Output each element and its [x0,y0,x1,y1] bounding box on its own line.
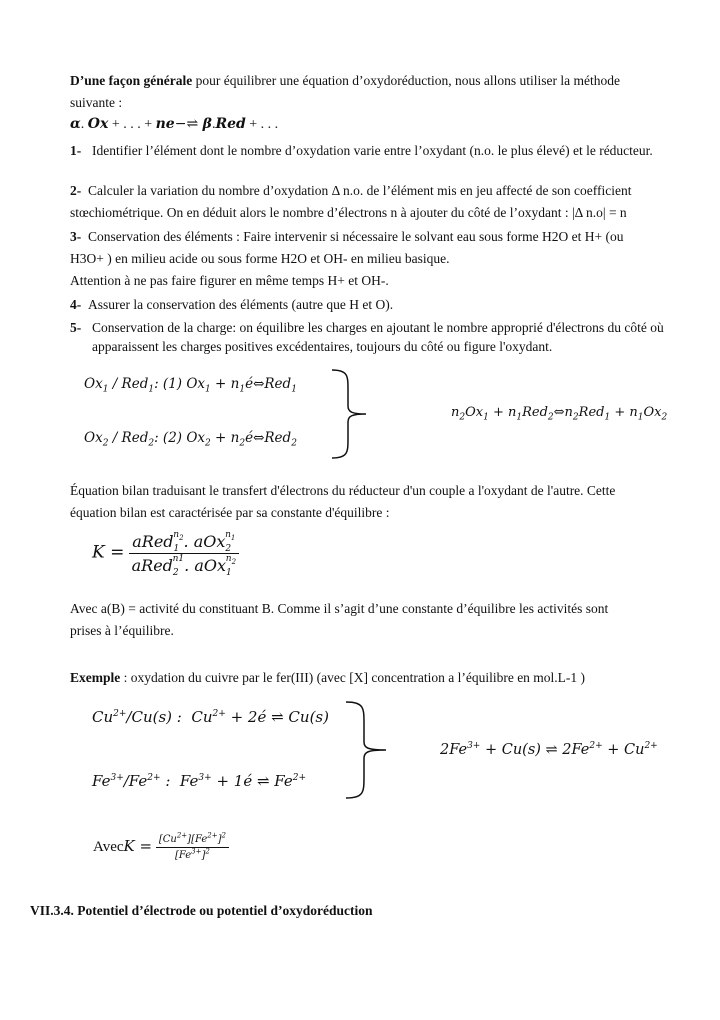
intro-paragraph [70,70,690,114]
step-3-text-cont: H3O+ ) en milieu acide ou sous forme H2O et OH- en milieu basique. [70,251,450,266]
curly-brace-2 [344,700,390,800]
curly-brace-1 [330,368,370,460]
step-5-number: 5- [70,320,82,335]
intro-bold-lead: D’une façon générale [70,73,193,88]
example-half-equation-1: $Cu^{2+}/Cu(s)$ : $Cu^{2+}$ + 2é ⇌ Cu(s) [92,708,329,726]
intro-text-2: suivante : [70,95,123,110]
step-4 [70,294,700,316]
example-line: Exemple : oxydation du cuivre par le fer(III) (avec [X] concentration a l’équilibre en mol.L-1 ) [70,670,586,685]
global-equation-1: $n_2Ox_1$ + $n_1Red_2\Leftrightarrow n_2Red_1 + n_1Ox_2$ [451,405,668,423]
step-3-number: 3- [70,229,82,244]
step-2-text-cont: stœchiométrique. On en déduit alors le nombre d’électrons n à ajouter du côté de l’oxydant : |Δ n.o| = n [70,205,627,220]
half-equation-1: $Ox_1 / Red_1$: (1) $Ox_1$ + $n_1é\Leftrightarrow Red_1$ [84,376,297,395]
example-half-equation-2: $Fe^{3+}/Fe^{2+}$ : $Fe^{3+}$ + 1é ⇌ $Fe^{2+}$ [92,772,307,790]
step-5 [70,318,692,356]
intro-text-1: pour équilibrer une équation d’oxydoréduction, nous allons utiliser la méthode [192,73,621,88]
step-1-text: Identifier l’élément dont le nombre d’oxydation varie entre l’oxydant (n.o. le plus élevé) et le réducteur. [92,143,653,158]
step-2 [70,180,700,224]
activity-note: Avec a(B) = activité du constituant B. Comme il s’agit d’une constante d’équilibre les activités sont prises à l’équilibre. [70,601,609,638]
step-3-attention: Attention à ne pas faire figurer en même temps H+ et OH-. [70,273,389,288]
step-4-number: 4- [70,297,82,312]
bilan-paragraph: Équation bilan traduisant le transfert d'électrons du réducteur d'un couple a l'oxydant de l'autre. Cette équation bilan est caractérisée par sa constante d'équilibre : [70,483,616,520]
general-equation: α. Ox + . . . + ne−⇌ β.Red + . . . [70,116,279,132]
step-4-text: Assurer la conservation des éléments (autre que H et O). [88,297,394,312]
step-1-number: 1- [70,143,82,158]
equilibrium-constant-formula: K = $\frac{aRed_1^{n_2}. aOx_2^{n_1}}{aRed_2^{n1}. aOx_1^{n_2}}$ [92,532,239,575]
example-K-formula: AvecK = $\frac{[Cu^{2+}][Fe^{2+}]^2}{[Fe^{3+}]^2}$ [93,834,229,861]
step-2-number: 2- [70,183,82,198]
example-global-equation: $2Fe^{3+} + Cu(s)$ ⇌ $2Fe^{2+} + Cu^{2+}$ [440,741,658,758]
half-equation-2: $Ox_2 / Red_2$: (2) $Ox_2$ + $n_2é\Leftrightarrow Red_2$ [84,430,297,449]
step-2-text: Calculer la variation du nombre d’oxydation Δ n.o. de l’élément mis en jeu affecté de son coefficient [88,183,632,198]
step-3-text: Conservation des éléments : Faire intervenir si nécessaire le solvant eau sous forme H2O et H+ (ou [88,229,624,244]
step-5-text: Conservation de la charge: on équilibre les charges en ajoutant le nombre approprié d'électrons du côté où apparaissent les charges positives excédentaires, toujours du côté ou figure l'oxydant. [92,320,664,354]
step-3 [70,226,700,292]
step-1 [70,142,692,160]
section-heading: VII.3.4. Potentiel d’électrode ou potentiel d’oxydoréduction [30,903,373,918]
